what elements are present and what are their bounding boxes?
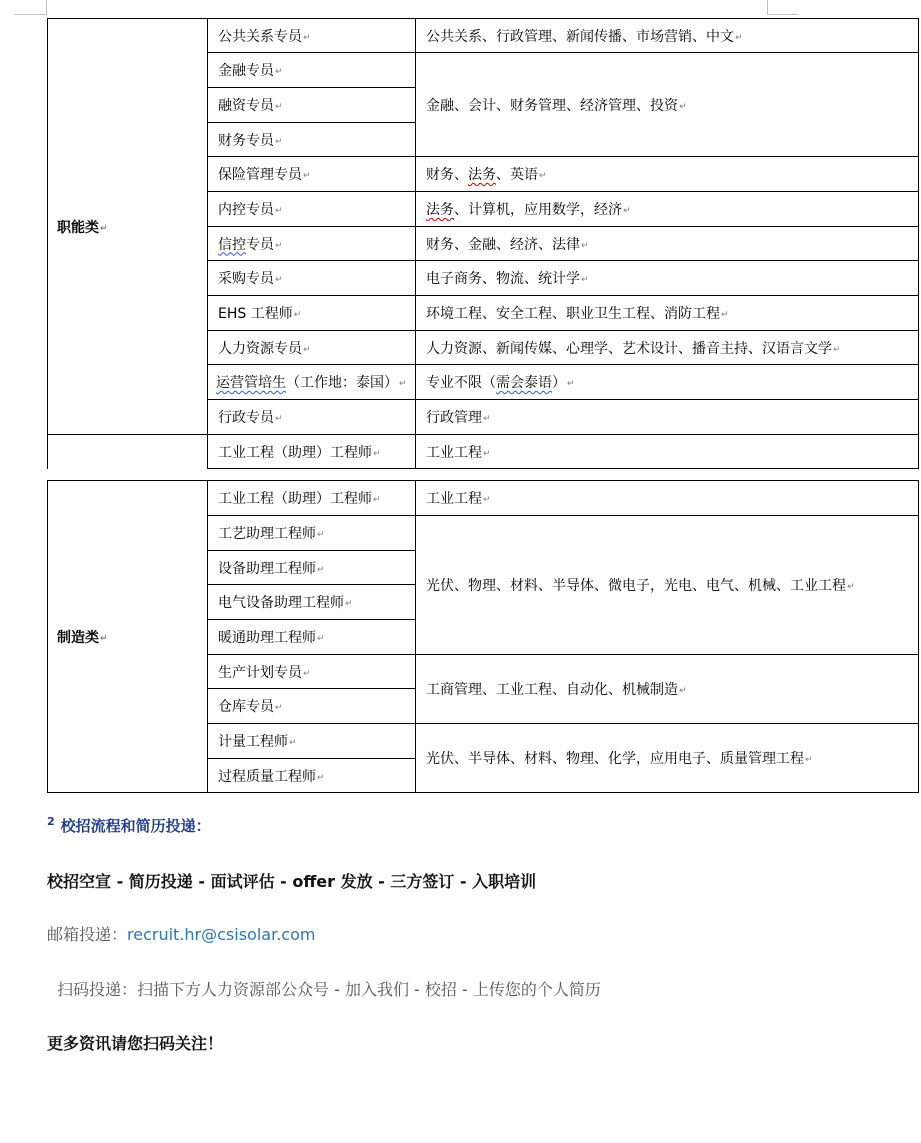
majors-cell: 金融、会计、财务管理、经济管理、投资 ↵ <box>416 53 919 157</box>
position-cell: EHS 工程师 ↵ <box>208 296 416 331</box>
position-cell: 采购专员 ↵ <box>208 261 416 296</box>
position-cell: 生产计划专员 ↵ <box>208 655 416 689</box>
majors-text: 财务、 <box>426 167 468 183</box>
spellcheck-word: 信控 <box>218 236 246 253</box>
table-row <box>48 435 919 469</box>
position-cell: 公共关系专员 ↵ <box>208 19 416 53</box>
section-title: 校招流程和简历投递： <box>60 817 211 835</box>
majors-cell: 工商管理、工业工程、自动化、机械制造 ↵ <box>416 655 919 724</box>
majors-cell <box>416 157 919 192</box>
position-cell <box>208 227 416 261</box>
scan-instructions: 扫码投递：扫描下方人力资源部公众号 - 加入我们 - 校招 - 上传您的个人简历 <box>57 980 601 999</box>
recruitment-steps: 校招空宣 - 简历投递 - 面试评估 - offer 发放 - 三方签订 - 入职培训 <box>47 872 537 891</box>
empty-cell <box>48 435 208 469</box>
position-cell: 工业工程（助理）工程师 ↵ <box>208 435 416 469</box>
majors-text: ） ↵ <box>552 375 575 391</box>
email-link[interactable]: recruit.hr@csisolar.com <box>127 925 316 944</box>
majors-cell: 电子商务、物流、统计学 ↵ <box>416 261 919 296</box>
spellcheck-word: 需会泰语 <box>496 375 552 391</box>
spellcheck-word: 法务 <box>426 202 454 218</box>
section-heading <box>47 815 211 836</box>
majors-cell: 工业工程 ↵ <box>416 435 919 469</box>
crop-mark-right <box>767 0 798 15</box>
position-text: 专员 ↵ <box>246 237 283 253</box>
position-cell: 财务专员 ↵ <box>208 123 416 157</box>
position-cell: 人力资源专员 ↵ <box>208 331 416 365</box>
majors-cell: 环境工程、安全工程、职业卫生工程、消防工程 ↵ <box>416 296 919 331</box>
position-cell: 金融专员 ↵ <box>208 53 416 88</box>
crop-mark-left <box>14 0 47 15</box>
majors-cell: 行政管理 ↵ <box>416 400 919 435</box>
majors-cell: 公共关系、行政管理、新闻传播、市场营销、中文 ↵ <box>416 19 919 53</box>
position-cell <box>208 365 416 400</box>
majors-cell: 财务、金融、经济、法律 ↵ <box>416 227 919 261</box>
table-row <box>48 19 919 53</box>
majors-cell: 光伏、物理、材料、半导体、微电子，光电、电气、机械、工业工程 ↵ <box>416 516 919 655</box>
majors-cell <box>416 192 919 227</box>
majors-text: 专业不限（ <box>426 375 496 391</box>
position-cell: 电气设备助理工程师 ↵ <box>208 585 416 620</box>
position-cell: 保险管理专员 ↵ <box>208 157 416 192</box>
spellcheck-word: 法务 <box>468 167 496 183</box>
position-text: （工作地：泰国） ↵ <box>286 375 407 391</box>
position-cell: 设备助理工程师 ↵ <box>208 551 416 585</box>
majors-cell: 工业工程 ↵ <box>416 481 919 516</box>
position-cell: 仓库专员 ↵ <box>208 689 416 724</box>
position-cell: 工业工程（助理）工程师 ↵ <box>208 481 416 516</box>
category-cell: 制造类 ↵ <box>48 481 208 793</box>
majors-cell <box>416 365 919 400</box>
functional-positions-table <box>47 18 919 469</box>
section-number: 2 <box>47 815 55 828</box>
majors-cell: 光伏、半导体、材料、物理、化学，应用电子、质量管理工程 ↵ <box>416 724 919 793</box>
majors-text: 、英语 ↵ <box>496 167 547 183</box>
email-label: 邮箱投递： <box>47 925 128 944</box>
majors-text: 、计算机，应用数学，经济 ↵ <box>454 202 631 218</box>
majors-cell: 人力资源、新闻传媒、心理学、艺术设计、播音主持、汉语言文学 ↵ <box>416 331 919 365</box>
position-cell: 融资专员 ↵ <box>208 88 416 123</box>
position-cell: 工艺助理工程师 ↵ <box>208 516 416 551</box>
position-cell: 计量工程师 ↵ <box>208 724 416 759</box>
position-cell: 暖通助理工程师 ↵ <box>208 620 416 655</box>
manufacturing-positions-table <box>47 480 919 793</box>
email-line <box>47 922 315 945</box>
table-row <box>48 481 919 516</box>
position-cell: 内控专员 ↵ <box>208 192 416 227</box>
follow-prompt: 更多资讯请您扫码关注！ <box>47 1034 224 1053</box>
category-cell: 职能类 ↵ <box>48 19 208 435</box>
position-cell: 行政专员 ↵ <box>208 400 416 435</box>
spellcheck-word: 运营管培生 <box>216 375 286 391</box>
position-cell: 过程质量工程师 ↵ <box>208 759 416 793</box>
